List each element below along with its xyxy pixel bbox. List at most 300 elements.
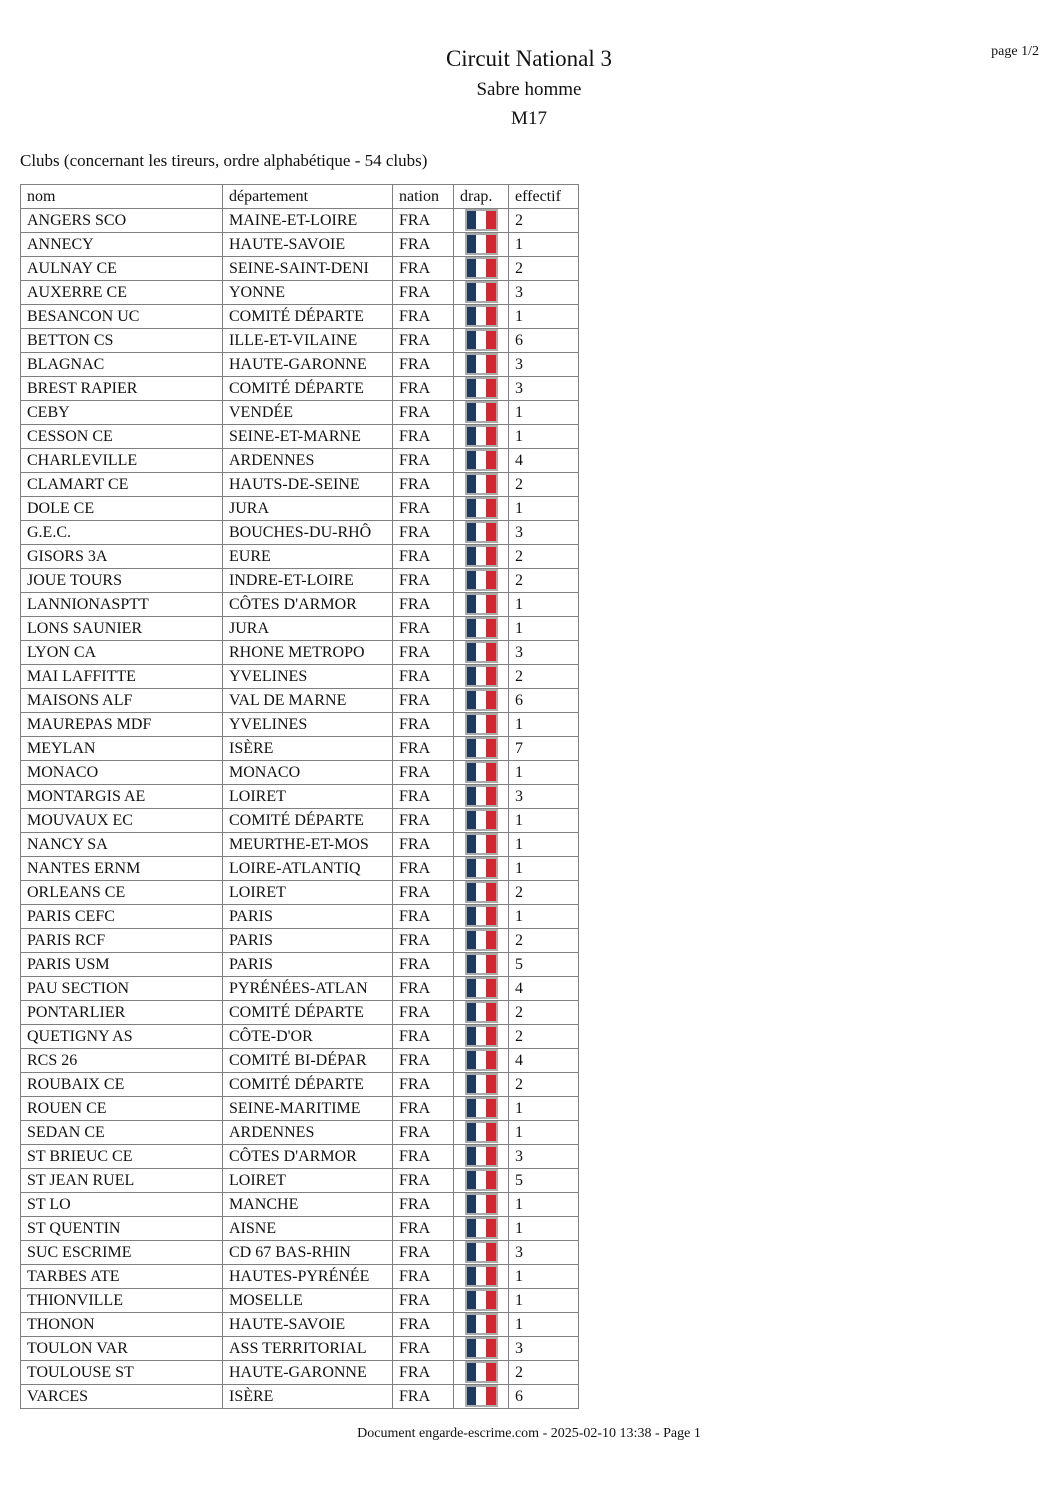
cell-drap (454, 209, 509, 233)
stripe-white (476, 331, 486, 349)
stripe-red (486, 739, 496, 757)
stripe-red (486, 1027, 496, 1045)
cell-nom: DOLE CE (21, 497, 223, 521)
cell-drap (454, 1337, 509, 1361)
cell-departement: COMITÉ DÉPARTE (223, 1001, 393, 1025)
cell-drap (454, 1073, 509, 1097)
cell-drap (454, 305, 509, 329)
cell-nation: FRA (393, 641, 454, 665)
stripe-white (476, 643, 486, 661)
cell-departement: JURA (223, 617, 393, 641)
stripe-red (486, 235, 496, 253)
cell-drap (454, 881, 509, 905)
stripe-blue (467, 1363, 477, 1381)
cell-drap (454, 545, 509, 569)
table-row (21, 1073, 579, 1097)
cell-drap (454, 617, 509, 641)
stripe-blue (467, 235, 477, 253)
france-flag-icon (465, 1313, 498, 1335)
document-title: Circuit National 3 (445, 46, 613, 71)
stripe-red (486, 427, 496, 445)
cell-departement: RHONE METROPO (223, 641, 393, 665)
cell-departement: CD 67 BAS-RHIN (223, 1241, 393, 1265)
stripe-blue (467, 739, 477, 757)
cell-departement: LOIRET (223, 785, 393, 809)
cell-nom: PARIS USM (21, 953, 223, 977)
stripe-red (486, 1243, 496, 1261)
table-row (21, 377, 579, 401)
cell-effectif: 2 (509, 881, 579, 905)
cell-departement: MAINE-ET-LOIRE (223, 209, 393, 233)
table-row (21, 809, 579, 833)
cell-nom: ROUBAIX CE (21, 1073, 223, 1097)
clubs-table (20, 184, 579, 1409)
stripe-white (476, 739, 486, 757)
cell-drap (454, 281, 509, 305)
cell-nation: FRA (393, 1049, 454, 1073)
table-row (21, 1121, 579, 1145)
stripe-blue (467, 1195, 477, 1213)
cell-nom: VARCES (21, 1385, 223, 1409)
cell-nom: QUETIGNY AS (21, 1025, 223, 1049)
france-flag-icon (465, 737, 498, 759)
cell-effectif: 3 (509, 377, 579, 401)
stripe-blue (467, 571, 477, 589)
stripe-white (476, 451, 486, 469)
france-flag-icon (465, 1193, 498, 1215)
france-flag-icon (465, 425, 498, 447)
cell-nom: MAISONS ALF (21, 689, 223, 713)
cell-nom: MOUVAUX EC (21, 809, 223, 833)
cell-nation: FRA (393, 1097, 454, 1121)
cell-effectif: 3 (509, 353, 579, 377)
france-flag-icon (465, 809, 498, 831)
cell-effectif: 3 (509, 785, 579, 809)
cell-drap (454, 1313, 509, 1337)
france-flag-icon (465, 1145, 498, 1167)
stripe-blue (467, 379, 477, 397)
cell-effectif: 1 (509, 761, 579, 785)
stripe-white (476, 811, 486, 829)
stripe-blue (467, 331, 477, 349)
page-indicator: page 1/2 (991, 44, 1039, 59)
table-row (21, 521, 579, 545)
table-row (21, 305, 579, 329)
stripe-red (486, 907, 496, 925)
table-row (21, 209, 579, 233)
stripe-red (486, 763, 496, 781)
cell-effectif: 1 (509, 713, 579, 737)
stripe-blue (467, 1315, 477, 1333)
cell-nation: FRA (393, 1289, 454, 1313)
stripe-white (476, 499, 486, 517)
stripe-white (476, 1291, 486, 1309)
stripe-white (476, 307, 486, 325)
stripe-red (486, 1171, 496, 1189)
table-row (21, 785, 579, 809)
stripe-red (486, 1363, 496, 1381)
column-header-drap: drap. (454, 185, 509, 209)
stripe-blue (467, 499, 477, 517)
france-flag-icon (465, 473, 498, 495)
cell-nom: TOULOUSE ST (21, 1361, 223, 1385)
cell-nom: BESANCON UC (21, 305, 223, 329)
cell-nom: JOUE TOURS (21, 569, 223, 593)
cell-effectif: 6 (509, 689, 579, 713)
stripe-white (476, 1051, 486, 1069)
table-row (21, 1361, 579, 1385)
cell-drap (454, 401, 509, 425)
stripe-blue (467, 763, 477, 781)
column-header-nation: nation (393, 185, 454, 209)
table-row (21, 1097, 579, 1121)
stripe-red (486, 1147, 496, 1165)
cell-departement: YONNE (223, 281, 393, 305)
cell-nom: ST LO (21, 1193, 223, 1217)
cell-effectif: 1 (509, 905, 579, 929)
stripe-blue (467, 931, 477, 949)
cell-nation: FRA (393, 377, 454, 401)
stripe-white (476, 235, 486, 253)
cell-drap (454, 737, 509, 761)
weapon-subtitle: Sabre homme (476, 79, 582, 100)
cell-nom: THONON (21, 1313, 223, 1337)
cell-effectif: 2 (509, 1361, 579, 1385)
stripe-white (476, 1099, 486, 1117)
table-row (21, 401, 579, 425)
table-row (21, 857, 579, 881)
cell-departement: COMITÉ BI-DÉPAR (223, 1049, 393, 1073)
cell-effectif: 3 (509, 1145, 579, 1169)
cell-nom: MAUREPAS MDF (21, 713, 223, 737)
cell-nom: NANCY SA (21, 833, 223, 857)
cell-nation: FRA (393, 401, 454, 425)
table-row (21, 329, 579, 353)
stripe-white (476, 355, 486, 373)
cell-effectif: 1 (509, 617, 579, 641)
cell-nation: FRA (393, 713, 454, 737)
cell-drap (454, 1193, 509, 1217)
france-flag-icon (465, 497, 498, 519)
header-row (21, 185, 579, 209)
stripe-blue (467, 355, 477, 373)
stripe-red (486, 547, 496, 565)
cell-effectif: 1 (509, 497, 579, 521)
table-row (21, 257, 579, 281)
cell-effectif: 1 (509, 1121, 579, 1145)
cell-departement: MEURTHE-ET-MOS (223, 833, 393, 857)
stripe-red (486, 1315, 496, 1333)
france-flag-icon (465, 281, 498, 303)
stripe-white (476, 859, 486, 877)
france-flag-icon (465, 905, 498, 927)
stripe-white (476, 763, 486, 781)
cell-nation: FRA (393, 617, 454, 641)
cell-departement: VAL DE MARNE (223, 689, 393, 713)
stripe-blue (467, 1171, 477, 1189)
column-header-effectif: effectif (509, 185, 579, 209)
cell-nation: FRA (393, 305, 454, 329)
cell-effectif: 2 (509, 1001, 579, 1025)
cell-effectif: 2 (509, 545, 579, 569)
clubs-section-heading: Clubs (concernant les tireurs, ordre alphabétique - 54 clubs) (20, 151, 428, 170)
france-flag-icon (465, 1361, 498, 1383)
cell-drap (454, 857, 509, 881)
table-row (21, 545, 579, 569)
cell-nation: FRA (393, 521, 454, 545)
france-flag-icon (465, 1049, 498, 1071)
cell-nation: FRA (393, 1217, 454, 1241)
france-flag-icon (465, 665, 498, 687)
cell-departement: LOIRET (223, 1169, 393, 1193)
cell-nom: CHARLEVILLE (21, 449, 223, 473)
stripe-red (486, 1219, 496, 1237)
cell-drap (454, 1385, 509, 1409)
cell-nom: ANNECY (21, 233, 223, 257)
cell-nom: BETTON CS (21, 329, 223, 353)
cell-nom: RCS 26 (21, 1049, 223, 1073)
stripe-red (486, 835, 496, 853)
cell-departement: YVELINES (223, 713, 393, 737)
france-flag-icon (465, 377, 498, 399)
stripe-red (486, 643, 496, 661)
stripe-blue (467, 715, 477, 733)
stripe-red (486, 571, 496, 589)
table-row (21, 1001, 579, 1025)
cell-departement: PARIS (223, 905, 393, 929)
cell-effectif: 2 (509, 257, 579, 281)
cell-nom: LANNIONASPTT (21, 593, 223, 617)
cell-departement: SEINE-ET-MARNE (223, 425, 393, 449)
france-flag-icon (465, 881, 498, 903)
cell-departement: YVELINES (223, 665, 393, 689)
cell-nom: MONACO (21, 761, 223, 785)
france-flag-icon (465, 209, 498, 231)
cell-departement: LOIRE-ATLANTIQ (223, 857, 393, 881)
cell-nation: FRA (393, 545, 454, 569)
cell-effectif: 1 (509, 1265, 579, 1289)
cell-departement: COMITÉ DÉPARTE (223, 809, 393, 833)
cell-departement: INDRE-ET-LOIRE (223, 569, 393, 593)
stripe-red (486, 355, 496, 373)
stripe-blue (467, 1267, 477, 1285)
table-row (21, 1313, 579, 1337)
cell-nation: FRA (393, 905, 454, 929)
cell-drap (454, 1361, 509, 1385)
table-row (21, 761, 579, 785)
stripe-blue (467, 1147, 477, 1165)
stripe-blue (467, 979, 477, 997)
table-row (21, 281, 579, 305)
stripe-blue (467, 451, 477, 469)
cell-effectif: 6 (509, 1385, 579, 1409)
cell-effectif: 1 (509, 233, 579, 257)
france-flag-icon (465, 929, 498, 951)
cell-effectif: 2 (509, 473, 579, 497)
cell-departement: HAUTE-SAVOIE (223, 1313, 393, 1337)
stripe-white (476, 1171, 486, 1189)
cell-departement: SEINE-MARITIME (223, 1097, 393, 1121)
france-flag-icon (465, 1289, 498, 1311)
cell-drap (454, 665, 509, 689)
cell-effectif: 1 (509, 593, 579, 617)
cell-effectif: 2 (509, 569, 579, 593)
cell-drap (454, 449, 509, 473)
table-row (21, 593, 579, 617)
stripe-blue (467, 211, 477, 229)
cell-nom: THIONVILLE (21, 1289, 223, 1313)
cell-departement: ISÈRE (223, 737, 393, 761)
stripe-white (476, 787, 486, 805)
france-flag-icon (465, 569, 498, 591)
cell-nom: ST BRIEUC CE (21, 1145, 223, 1169)
cell-drap (454, 833, 509, 857)
cell-nom: GISORS 3A (21, 545, 223, 569)
stripe-white (476, 835, 486, 853)
cell-nation: FRA (393, 473, 454, 497)
stripe-blue (467, 427, 477, 445)
stripe-blue (467, 475, 477, 493)
france-flag-icon (465, 1001, 498, 1023)
stripe-white (476, 595, 486, 613)
cell-drap (454, 1049, 509, 1073)
table-row (21, 1265, 579, 1289)
france-flag-icon (465, 1337, 498, 1359)
stripe-white (476, 667, 486, 685)
cell-drap (454, 593, 509, 617)
france-flag-icon (465, 353, 498, 375)
stripe-white (476, 427, 486, 445)
cell-nation: FRA (393, 1169, 454, 1193)
cell-departement: JURA (223, 497, 393, 521)
cell-departement: SEINE-SAINT-DENI (223, 257, 393, 281)
france-flag-icon (465, 521, 498, 543)
stripe-blue (467, 1051, 477, 1069)
category-subtitle: M17 (511, 108, 547, 129)
stripe-blue (467, 259, 477, 277)
stripe-blue (467, 787, 477, 805)
cell-drap (454, 1145, 509, 1169)
france-flag-icon (465, 257, 498, 279)
table-row (21, 929, 579, 953)
france-flag-icon (465, 1097, 498, 1119)
cell-drap (454, 1001, 509, 1025)
france-flag-icon (465, 1265, 498, 1287)
stripe-white (476, 883, 486, 901)
table-row (21, 449, 579, 473)
stripe-blue (467, 523, 477, 541)
cell-nom: TARBES ATE (21, 1265, 223, 1289)
stripe-red (486, 1099, 496, 1117)
cell-drap (454, 905, 509, 929)
stripe-white (476, 211, 486, 229)
cell-effectif: 1 (509, 809, 579, 833)
cell-departement: CÔTE-D'OR (223, 1025, 393, 1049)
stripe-red (486, 403, 496, 421)
cell-nation: FRA (393, 1193, 454, 1217)
cell-departement: HAUTE-SAVOIE (223, 233, 393, 257)
cell-nation: FRA (393, 857, 454, 881)
stripe-blue (467, 619, 477, 637)
cell-nom: CLAMART CE (21, 473, 223, 497)
stripe-red (486, 475, 496, 493)
cell-nation: FRA (393, 1361, 454, 1385)
stripe-white (476, 547, 486, 565)
cell-drap (454, 377, 509, 401)
document-footer: Document engarde-escrime.com - 2025-02-10 13:38 - Page 1 (357, 1426, 701, 1441)
stripe-red (486, 1339, 496, 1357)
table-row (21, 353, 579, 377)
cell-nom: MEYLAN (21, 737, 223, 761)
france-flag-icon (465, 977, 498, 999)
cell-effectif: 1 (509, 833, 579, 857)
cell-nation: FRA (393, 977, 454, 1001)
cell-nation: FRA (393, 929, 454, 953)
cell-departement: HAUTES-PYRÉNÉE (223, 1265, 393, 1289)
cell-drap (454, 1169, 509, 1193)
france-flag-icon (465, 713, 498, 735)
cell-nation: FRA (393, 1121, 454, 1145)
cell-nation: FRA (393, 809, 454, 833)
stripe-white (476, 475, 486, 493)
cell-effectif: 6 (509, 329, 579, 353)
stripe-red (486, 451, 496, 469)
cell-departement: MONACO (223, 761, 393, 785)
table-row (21, 497, 579, 521)
cell-nom: ORLEANS CE (21, 881, 223, 905)
stripe-blue (467, 547, 477, 565)
cell-effectif: 3 (509, 1337, 579, 1361)
stripe-blue (467, 667, 477, 685)
stripe-red (486, 811, 496, 829)
france-flag-icon (465, 689, 498, 711)
stripe-blue (467, 859, 477, 877)
cell-drap (454, 1121, 509, 1145)
stripe-white (476, 1387, 486, 1405)
stripe-red (486, 931, 496, 949)
table-row (21, 881, 579, 905)
cell-nation: FRA (393, 1265, 454, 1289)
cell-drap (454, 353, 509, 377)
stripe-white (476, 1027, 486, 1045)
stripe-red (486, 211, 496, 229)
france-flag-icon (465, 761, 498, 783)
cell-nom: CEBY (21, 401, 223, 425)
cell-nation: FRA (393, 497, 454, 521)
cell-nation: FRA (393, 209, 454, 233)
table-row (21, 1241, 579, 1265)
stripe-white (476, 1003, 486, 1021)
cell-nation: FRA (393, 593, 454, 617)
cell-nom: NANTES ERNM (21, 857, 223, 881)
cell-effectif: 4 (509, 1049, 579, 1073)
cell-departement: HAUTE-GARONNE (223, 353, 393, 377)
stripe-white (476, 1219, 486, 1237)
cell-effectif: 2 (509, 209, 579, 233)
cell-drap (454, 1265, 509, 1289)
stripe-red (486, 667, 496, 685)
stripe-blue (467, 1099, 477, 1117)
cell-drap (454, 929, 509, 953)
cell-drap (454, 1289, 509, 1313)
stripe-blue (467, 907, 477, 925)
table-row (21, 1169, 579, 1193)
stripe-red (486, 259, 496, 277)
france-flag-icon (465, 641, 498, 663)
cell-drap (454, 521, 509, 545)
table-row (21, 977, 579, 1001)
france-flag-icon (465, 617, 498, 639)
